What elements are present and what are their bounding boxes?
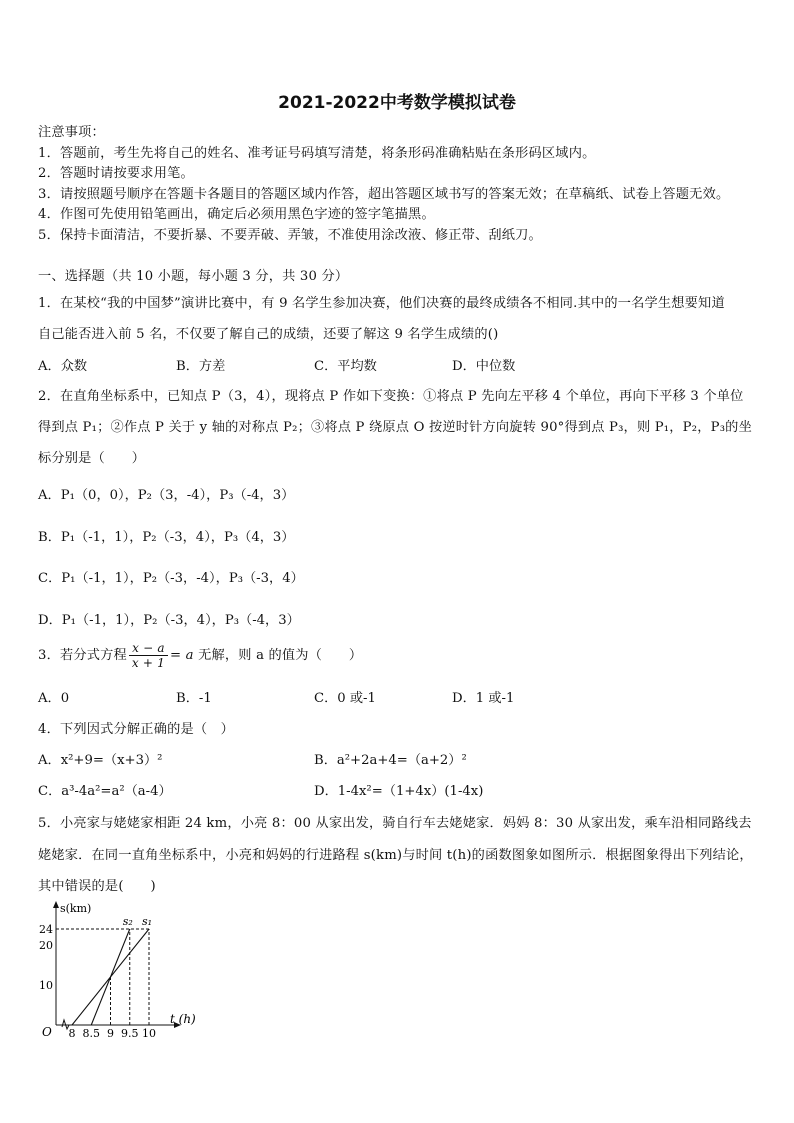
x-tick-label: 10	[142, 1027, 156, 1040]
notice-item-5: 5．保持卡面清洁，不要折暴、不要弄破、弄皱，不准使用涂改液、修正带、刮纸刀。	[38, 228, 542, 243]
q3-option-d: D．1 或-1	[452, 691, 515, 706]
q2-stem-line3: 标分别是（ ）	[38, 451, 146, 466]
notice-item-1: 1．答题前，考生先将自己的姓名、准考证号码填写清楚，将条形码准确粘贴在条形码区域内。	[38, 146, 596, 161]
x-tick-label: 8.5	[82, 1027, 100, 1040]
notice-item-4: 4．作图可先使用铅笔画出，确定后必须用黑色字迹的签字笔描黑。	[38, 207, 435, 222]
origin-label: O	[42, 1025, 52, 1039]
y-tick-label: 10	[39, 979, 53, 992]
series-label-1: s₁	[141, 915, 153, 928]
q4-option-b: B．a²+2a+4=（a+2）²	[314, 753, 467, 768]
distance-time-graph	[36, 898, 206, 1043]
q3-stem	[38, 641, 362, 670]
q4-option-a: A．x²+9=（x+3）²	[38, 753, 163, 768]
q3-suffix: 无解，则 a 的值为（ ）	[193, 648, 363, 663]
q3-option-a: A．0	[38, 691, 70, 706]
notice-item-3: 3．请按照题号顺序在答题卡各题目的答题区域内作答，超出答题区域书写的答案无效；在草稿纸、试卷上答题无效。	[38, 187, 730, 202]
q1-stem-line1: 1．在某校“我的中国梦”演讲比赛中，有 9 名学生参加决赛，他们决赛的最终成绩各不相同.其中的一名学生想要知道	[38, 296, 725, 311]
q4-option-d: D．1-4x²=（1+4x）(1-4x)	[314, 784, 484, 799]
exam-title: 2021-2022中考数学模拟试卷	[278, 93, 516, 113]
section-heading: 一、选择题（共 10 小题，每小题 3 分，共 30 分）	[38, 269, 349, 284]
q3-numerator: x − a	[129, 641, 168, 656]
q2-stem-line2: 得到点 P₁；②作点 P 关于 y 轴的对称点 P₂；③将点 P 绕原点 O 按逆时针方向旋转 90°得到点 P₃，则 P₁，P₂，P₃的坐	[38, 420, 752, 435]
y-tick-label: 24	[39, 923, 53, 936]
q2-option-b: B．P₁（-1，1），P₂（-3，4），P₃（4，3）	[38, 530, 295, 545]
q2-option-c: C．P₁（-1，1），P₂（-3，-4），P₃（-3，4）	[38, 571, 304, 586]
series-label-2: s₂	[122, 915, 133, 928]
q4-option-c: C．a³-4a²=a²（a-4）	[38, 784, 172, 799]
q3-fraction	[129, 641, 168, 670]
y-axis-arrow	[53, 901, 59, 908]
q4-stem: 4．下列因式分解正确的是（ ）	[38, 722, 235, 737]
q3-option-c: C．0 或-1	[314, 691, 376, 706]
q1-option-d: D．中位数	[452, 359, 516, 374]
q1-option-c: C．平均数	[314, 359, 377, 374]
x-axis-label: t (h)	[170, 1012, 196, 1026]
x-tick-label: 8	[68, 1027, 76, 1040]
q3-prefix: 3．若分式方程	[38, 648, 127, 663]
notice-item-2: 2．答题时请按要求用笔。	[38, 166, 194, 181]
q1-stem-line2: 自己能否进入前 5 名，不仅要了解自己的成绩，还要了解这 9 名学生成绩的()	[38, 327, 499, 342]
q5-stem-line1: 5．小亮家与姥姥家相距 24 km，小亮 8：00 从家出发，骑自行车去姥姥家．妈妈 8：30 从家出发，乘车沿相同路线去	[38, 816, 752, 831]
q2-stem-line1: 2．在直角坐标系中，已知点 P（3，4），现将点 P 作如下变换：①将点 P 先向左平移 4 个单位，再向下平移 3 个单位	[38, 389, 744, 404]
y-tick-label: 20	[39, 939, 53, 952]
notice-heading: 注意事项：	[38, 125, 105, 140]
q2-option-d: D．P₁（-1，1），P₂（-3，4），P₃（-4，3）	[38, 613, 300, 628]
q3-denominator: x + 1	[131, 656, 166, 670]
q3-equals: = a	[170, 648, 194, 663]
x-tick-label: 9.5	[121, 1027, 139, 1040]
x-tick-label: 9	[107, 1027, 114, 1040]
q5-stem-line2: 姥姥家．在同一直角坐标系中，小亮和妈妈的行进路程 s(km)与时间 t(h)的函数图象如图所示．根据图象得出下列结论，	[38, 848, 753, 863]
q1-option-b: B．方差	[176, 359, 226, 374]
q1-option-a: A．众数	[38, 359, 88, 374]
q3-option-b: B．-1	[176, 691, 212, 706]
y-axis-label: s(km)	[60, 902, 92, 915]
q2-option-a: A．P₁（0，0），P₂（3，-4），P₃（-4，3）	[38, 488, 295, 503]
q5-stem-line3: 其中错误的是( )	[38, 879, 156, 894]
